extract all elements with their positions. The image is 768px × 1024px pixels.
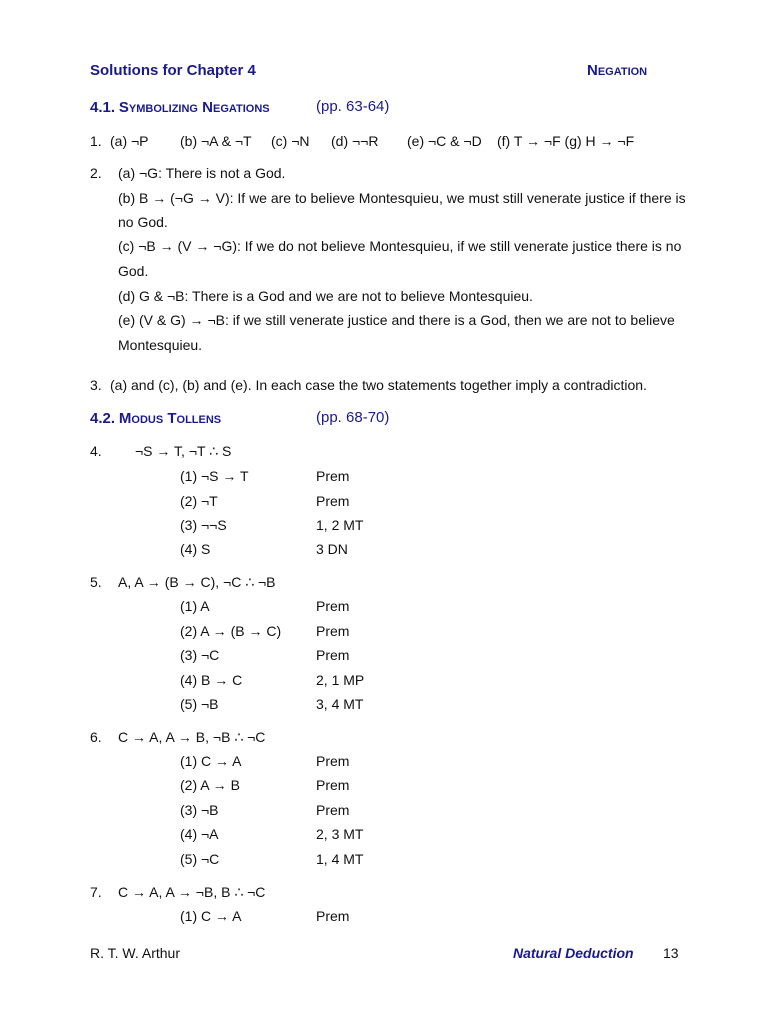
proof-justification: 2, 1 MP <box>316 672 365 688</box>
q1-number: 1. <box>90 133 102 149</box>
proof-justification: 3, 4 MT <box>316 696 364 712</box>
proof-step: (2) A → (B → C) <box>180 623 282 639</box>
section-4-1-heading <box>90 98 270 117</box>
section-4-2-pages: (pp. 68-70) <box>316 409 390 426</box>
proof-step: (1) C → A <box>180 908 242 924</box>
footer-author: R. T. W. Arthur <box>90 945 180 961</box>
q3-text: (a) and (c), (b) and (e). In each case the two statements together imply a contradiction. <box>110 377 647 393</box>
proof-step: (3) ¬C <box>180 647 220 663</box>
section-number: 4.1. <box>90 99 116 116</box>
proof-step: (1) C → A <box>180 753 242 769</box>
footer-page-number: 13 <box>663 945 679 961</box>
q2-line: (c) ¬B → (V → ¬G): If we do not believe Montesquieu, if we still venerate justice there is no <box>118 238 682 254</box>
section-title: Symbolizing Negations <box>118 99 270 116</box>
q1-b: (b) ¬A & ¬T <box>180 133 252 149</box>
q2-line: God. <box>118 263 149 279</box>
q1-fg: (f) T → ¬F (g) H → ¬F <box>497 133 635 149</box>
q6-argument: C → A, A → B, ¬B ∴ ¬C <box>118 729 266 745</box>
q2-line: (d) G & ¬B: There is a God and we are not to believe Montesquieu. <box>118 288 533 304</box>
section-number: 4.2. <box>90 410 116 427</box>
q2-line: (a) ¬G: There is not a God. <box>118 165 286 181</box>
q7-argument: C → A, A → ¬B, B ∴ ¬C <box>118 884 266 900</box>
proof-justification: Prem <box>316 777 350 793</box>
proof-justification: Prem <box>316 647 350 663</box>
proof-justification: Prem <box>316 493 350 509</box>
q1-e: (e) ¬C & ¬D <box>407 133 482 149</box>
q3-number: 3. <box>90 377 102 393</box>
proof-step: (5) ¬B <box>180 696 219 712</box>
proof-justification: Prem <box>316 623 350 639</box>
section-title: Modus Tollens <box>118 410 222 427</box>
proof-step: (2) A → B <box>180 777 240 793</box>
q1-d: (d) ¬¬R <box>331 133 379 149</box>
proof-step: (4) B → C <box>180 672 243 688</box>
proof-justification: Prem <box>316 908 350 924</box>
q5-number: 5. <box>90 574 102 590</box>
proof-justification: Prem <box>316 598 350 614</box>
proof-step: (1) ¬S → T <box>180 468 249 484</box>
q4-argument: ¬S → T, ¬T ∴ S <box>135 443 232 459</box>
q2-line: Montesquieu. <box>118 337 203 353</box>
proof-step: (3) ¬B <box>180 802 219 818</box>
section-4-2-heading <box>90 409 221 428</box>
q2-line: (b) B → (¬G → V): If we are to believe Montesquieu, we must still venerate justice if there is <box>118 190 686 206</box>
q5-argument: A, A → (B → C), ¬C ∴ ¬B <box>118 574 276 590</box>
footer-book-title: Natural Deduction <box>513 945 634 961</box>
proof-justification: Prem <box>316 802 350 818</box>
proof-step: (4) ¬A <box>180 826 219 842</box>
proof-step: (4) S <box>180 541 211 557</box>
section-4-1-pages: (pp. 63-64) <box>316 98 390 115</box>
proof-justification: 2, 3 MT <box>316 826 364 842</box>
q1-a: (a) ¬P <box>110 133 149 149</box>
header-section-name: Negation <box>587 62 648 79</box>
proof-justification: 3 DN <box>316 541 348 557</box>
q1-c: (c) ¬N <box>271 133 310 149</box>
proof-step: (3) ¬¬S <box>180 517 227 533</box>
proof-justification: 1, 2 MT <box>316 517 364 533</box>
q7-number: 7. <box>90 884 102 900</box>
q2-line: no God. <box>118 214 168 230</box>
proof-step: (1) A <box>180 598 210 614</box>
proof-justification: Prem <box>316 753 350 769</box>
proof-step: (5) ¬C <box>180 851 220 867</box>
q4-number: 4. <box>90 443 102 459</box>
q2-number: 2. <box>90 165 102 181</box>
q6-number: 6. <box>90 729 102 745</box>
header-chapter-title: Solutions for Chapter 4 <box>90 62 256 79</box>
proof-step: (2) ¬T <box>180 493 218 509</box>
q2-line: (e) (V & G) → ¬B: if we still venerate justice and there is a God, then we are not to believe <box>118 312 675 328</box>
proof-justification: Prem <box>316 468 350 484</box>
proof-justification: 1, 4 MT <box>316 851 364 867</box>
